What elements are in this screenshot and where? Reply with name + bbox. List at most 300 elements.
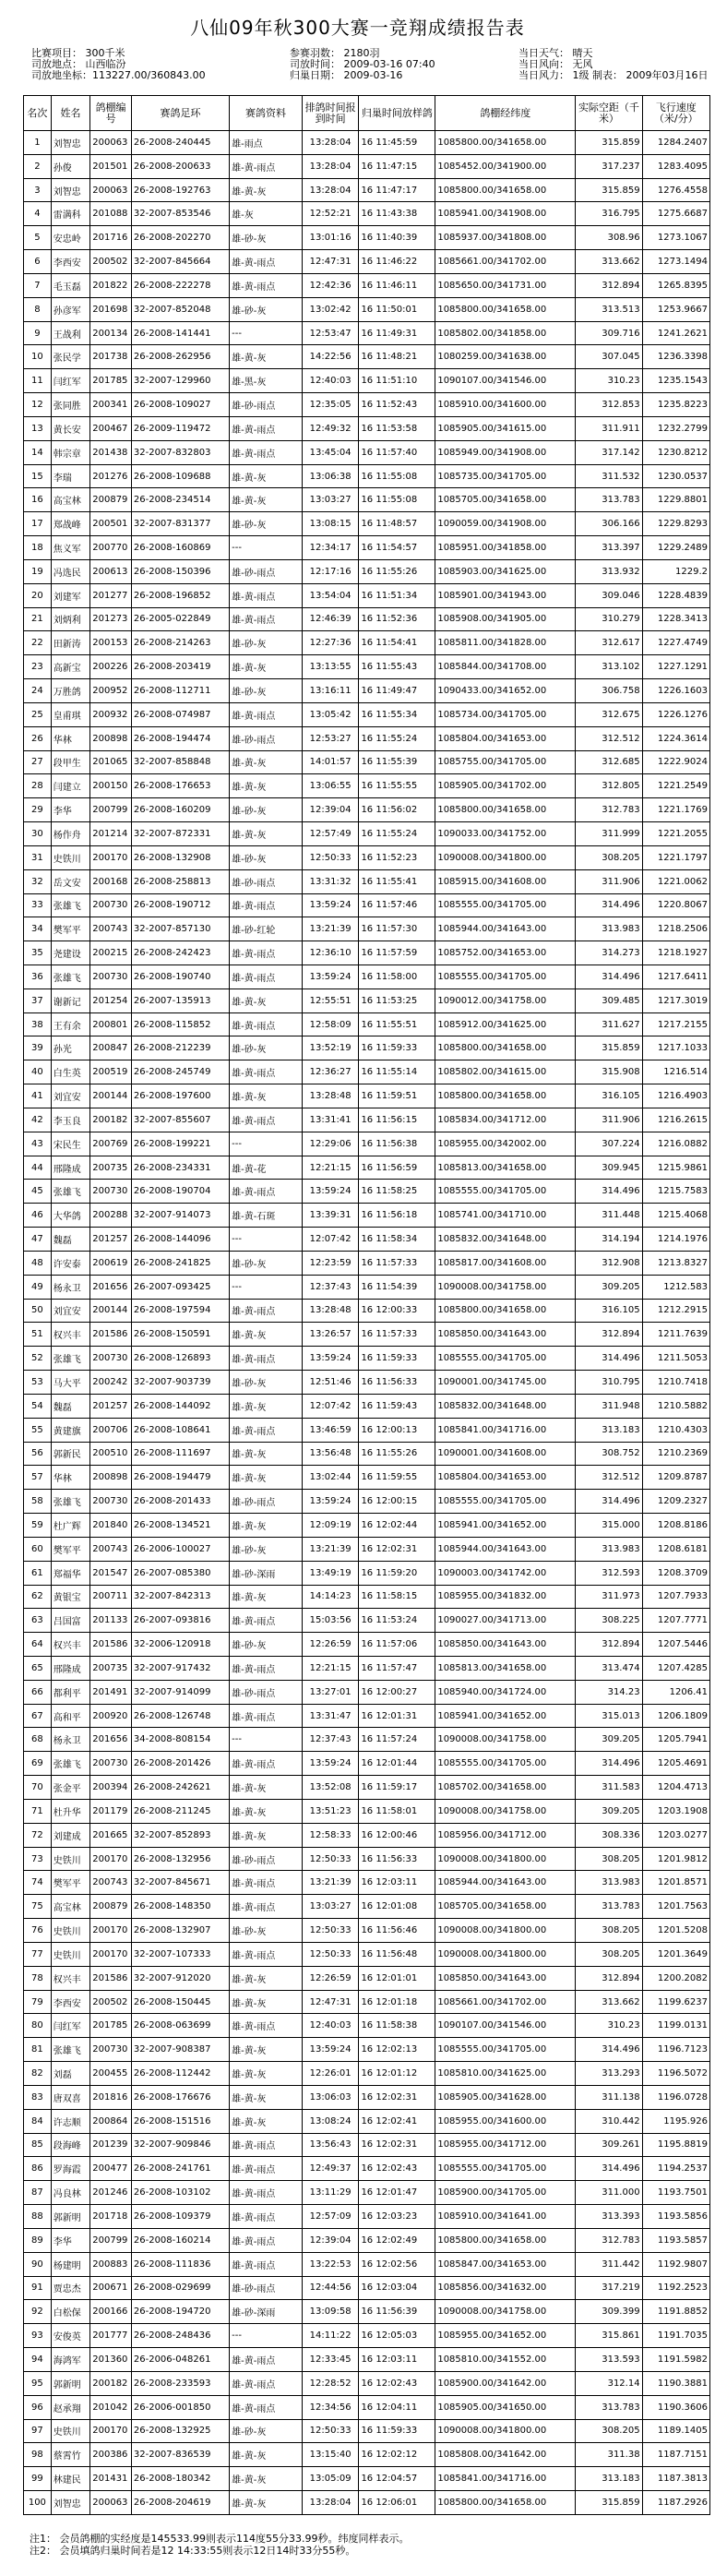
loft-id-cell: 201438 — [90, 440, 132, 464]
distance-cell: 308.205 — [576, 1942, 642, 1966]
column-header: 赛鸽资料 — [230, 96, 303, 131]
name-cell: 段海峰 — [51, 2133, 90, 2157]
pigeon-info-cell: 雄-砂-灰 — [230, 2419, 303, 2443]
pigeon-info-cell: 雄-雨点 — [230, 131, 303, 155]
name-cell: 张金平 — [51, 1776, 90, 1800]
speed-cell: 1209.8787 — [642, 1466, 709, 1490]
speed-cell: 1216.0882 — [642, 1132, 709, 1156]
pigeon-info-cell: 雄-黄-灰 — [230, 1084, 303, 1108]
name-cell: 闫红军 — [51, 2014, 90, 2038]
speed-cell: 1192.2523 — [642, 2276, 709, 2300]
clock-time-cell: 12:51:46 — [302, 1371, 359, 1395]
pigeon-info-cell: 雄-砂-灰 — [230, 1633, 303, 1657]
clock-time-cell: 13:06:38 — [302, 464, 359, 488]
coordinates-cell: 1090001.00/341745.00 — [435, 1371, 576, 1395]
clock-time-cell: 12:52:21 — [302, 202, 359, 226]
table-row — [24, 1371, 710, 1395]
arrival-time-cell: 16 12:02:12 — [359, 2443, 435, 2467]
pigeon-info-cell: 雄-黑-灰 — [230, 369, 303, 393]
ring-number-cell: 26-2008-115852 — [131, 1012, 229, 1036]
loft-id-cell: 200730 — [90, 893, 132, 917]
column-header: 姓名 — [51, 96, 90, 131]
coordinates-cell: 1085555.00/341705.00 — [435, 1490, 576, 1514]
ring-number-cell: 26-2007-135913 — [131, 988, 229, 1012]
distance-cell: 314.194 — [576, 1228, 642, 1252]
rank-cell: 38 — [24, 1012, 52, 1036]
pigeon-info-cell: 雄-砂-深雨 — [230, 1561, 303, 1585]
rank-cell: 50 — [24, 1299, 52, 1323]
clock-time-cell: 12:53:47 — [302, 321, 359, 345]
pigeon-info-cell: 雄-砂-红轮 — [230, 917, 303, 941]
column-header: 飞行速度（米/分） — [642, 96, 709, 131]
race-info-item: 司放时间： 2009-03-16 07:40 — [290, 58, 435, 70]
table-row — [24, 1871, 710, 1895]
table-row — [24, 1537, 710, 1561]
name-cell: 毛玉磊 — [51, 273, 90, 297]
clock-time-cell: 13:59:24 — [302, 965, 359, 988]
name-cell: 刘宜安 — [51, 1299, 90, 1323]
loft-id-cell: 201547 — [90, 1561, 132, 1585]
name-cell: 史铁川 — [51, 1847, 90, 1871]
arrival-time-cell: 16 11:59:20 — [359, 1561, 435, 1585]
coordinates-cell: 1085900.00/341642.00 — [435, 2371, 576, 2395]
rank-cell: 48 — [24, 1251, 52, 1275]
table-row — [24, 822, 710, 846]
ring-number-cell: 26-2008-201433 — [131, 1490, 229, 1514]
speed-cell: 1201.3649 — [642, 1942, 709, 1966]
clock-time-cell: 14:22:56 — [302, 345, 359, 369]
clock-time-cell: 13:03:27 — [302, 1895, 359, 1919]
coordinates-cell: 1085804.00/341653.00 — [435, 1466, 576, 1490]
results-body — [24, 131, 710, 2515]
arrival-time-cell: 16 11:55:24 — [359, 822, 435, 846]
pigeon-info-cell: 雄-黄-雨点 — [230, 1704, 303, 1728]
pigeon-info-cell: 雄-砂-灰 — [230, 798, 303, 822]
ring-number-cell: 26-2008-200633 — [131, 154, 229, 178]
rank-cell: 32 — [24, 869, 52, 893]
rank-cell: 85 — [24, 2133, 52, 2157]
rank-cell: 45 — [24, 1180, 52, 1204]
clock-time-cell: 13:45:04 — [302, 440, 359, 464]
table-row — [24, 2157, 710, 2181]
name-cell: 刘智忠 — [51, 178, 90, 202]
ring-number-cell: 26-2007-085380 — [131, 1561, 229, 1585]
rank-cell: 80 — [24, 2014, 52, 2038]
arrival-time-cell: 16 11:57:33 — [359, 1251, 435, 1275]
distance-cell: 313.983 — [576, 1537, 642, 1561]
loft-id-cell: 200063 — [90, 131, 132, 155]
pigeon-info-cell: 雄-黄-雨点 — [230, 2181, 303, 2205]
distance-cell: 308.205 — [576, 2419, 642, 2443]
pigeon-info-cell: 雄-黄-石斑 — [230, 1204, 303, 1228]
distance-cell: 315.908 — [576, 1060, 642, 1084]
arrival-time-cell: 16 11:56:59 — [359, 1156, 435, 1180]
ring-number-cell: 32-2006-120918 — [131, 1633, 229, 1657]
distance-cell: 308.96 — [576, 226, 642, 250]
loft-id-cell: 200879 — [90, 1895, 132, 1919]
arrival-time-cell: 16 11:55:55 — [359, 774, 435, 798]
arrival-time-cell: 16 11:48:21 — [359, 345, 435, 369]
table-row — [24, 1251, 710, 1275]
loft-id-cell: 200063 — [90, 178, 132, 202]
coordinates-cell: 1090008.00/341800.00 — [435, 1942, 576, 1966]
pigeon-info-cell: 雄-黄-雨点 — [230, 1012, 303, 1036]
distance-cell: 311.442 — [576, 2252, 642, 2276]
coordinates-cell: 1085915.00/341608.00 — [435, 869, 576, 893]
clock-time-cell: 13:59:24 — [302, 893, 359, 917]
clock-time-cell: 12:21:15 — [302, 1657, 359, 1681]
table-row — [24, 131, 710, 155]
clock-time-cell: 13:06:55 — [302, 774, 359, 798]
coordinates-cell: 1085955.00/342002.00 — [435, 1132, 576, 1156]
distance-cell: 307.045 — [576, 345, 642, 369]
loft-id-cell: 201501 — [90, 154, 132, 178]
name-cell: 刘建成 — [51, 1823, 90, 1847]
rank-cell: 33 — [24, 893, 52, 917]
ring-number-cell: 32-2007-914099 — [131, 1680, 229, 1704]
loft-id-cell: 200735 — [90, 1156, 132, 1180]
distance-cell: 315.859 — [576, 178, 642, 202]
coordinates-cell: 1090003.00/341742.00 — [435, 1561, 576, 1585]
table-row — [24, 440, 710, 464]
pigeon-info-cell: 雄-黄-雨点 — [230, 1942, 303, 1966]
clock-time-cell: 13:52:19 — [302, 1036, 359, 1060]
name-cell: 孙彦军 — [51, 297, 90, 321]
table-row — [24, 893, 710, 917]
speed-cell: 1216.2615 — [642, 1108, 709, 1132]
speed-cell: 1196.5072 — [642, 2062, 709, 2086]
speed-cell: 1212.583 — [642, 1275, 709, 1299]
ring-number-cell: 26-2008-063699 — [131, 2014, 229, 2038]
clock-time-cell: 12:36:10 — [302, 941, 359, 965]
speed-cell: 1203.0277 — [642, 1823, 709, 1847]
speed-cell: 1211.5053 — [642, 1347, 709, 1371]
name-cell: 杨永卫 — [51, 1275, 90, 1299]
arrival-time-cell: 16 11:56:02 — [359, 798, 435, 822]
pigeon-info-cell: 雄-黄-灰 — [230, 1776, 303, 1800]
name-cell: 郭新明 — [51, 2371, 90, 2395]
name-cell: 闫建立 — [51, 774, 90, 798]
ring-number-cell: 26-2008-197600 — [131, 1084, 229, 1108]
name-cell: 李玉良 — [51, 1108, 90, 1132]
table-row — [24, 1323, 710, 1347]
distance-cell: 314.496 — [576, 965, 642, 988]
footnote: 注2： 会员填鸽归巢时间若是12 14:33:55则表示12日14时33分55秒。 — [30, 2545, 356, 2557]
rank-cell: 20 — [24, 583, 52, 607]
table-row — [24, 917, 710, 941]
ring-number-cell: 26-2009-119472 — [131, 416, 229, 440]
clock-time-cell: 13:21:39 — [302, 1871, 359, 1895]
name-cell: 张雄飞 — [51, 965, 90, 988]
loft-id-cell: 200932 — [90, 702, 132, 726]
coordinates-cell: 1090008.00/341758.00 — [435, 2300, 576, 2324]
arrival-time-cell: 16 11:58:38 — [359, 2014, 435, 2038]
pigeon-info-cell: 雄-黄-灰 — [230, 488, 303, 512]
clock-time-cell: 12:50:33 — [302, 1942, 359, 1966]
clock-time-cell: 12:23:59 — [302, 1251, 359, 1275]
pigeon-info-cell: 雄-黄-雨点 — [230, 154, 303, 178]
arrival-time-cell: 16 11:57:06 — [359, 1633, 435, 1657]
table-row — [24, 1228, 710, 1252]
arrival-time-cell: 16 11:57:59 — [359, 941, 435, 965]
rank-cell: 13 — [24, 416, 52, 440]
rank-cell: 14 — [24, 440, 52, 464]
rank-cell: 79 — [24, 1990, 52, 2014]
clock-time-cell: 12:44:56 — [302, 2276, 359, 2300]
rank-cell: 62 — [24, 1585, 52, 1609]
coordinates-cell: 1090008.00/341800.00 — [435, 845, 576, 869]
loft-id-cell: 200394 — [90, 1776, 132, 1800]
pigeon-info-cell: 雄-黄-雨点 — [230, 965, 303, 988]
table-row — [24, 464, 710, 488]
pigeon-info-cell: 雄-黄-雨点 — [230, 2014, 303, 2038]
column-header: 赛鸽足环 — [131, 96, 229, 131]
rank-cell: 87 — [24, 2181, 52, 2205]
arrival-time-cell: 16 11:55:26 — [359, 1442, 435, 1466]
name-cell: 史铁川 — [51, 1919, 90, 1943]
distance-cell: 308.205 — [576, 1847, 642, 1871]
rank-cell: 22 — [24, 631, 52, 655]
speed-cell: 1284.2407 — [642, 131, 709, 155]
arrival-time-cell: 16 11:57:47 — [359, 1657, 435, 1681]
table-row — [24, 1752, 710, 1776]
arrival-time-cell: 16 11:58:01 — [359, 1799, 435, 1823]
distance-cell: 312.908 — [576, 1251, 642, 1275]
loft-id-cell: 200743 — [90, 917, 132, 941]
arrival-time-cell: 16 12:02:44 — [359, 1514, 435, 1538]
coordinates-cell: 1085800.00/341658.00 — [435, 2228, 576, 2252]
rank-cell: 4 — [24, 202, 52, 226]
pigeon-info-cell: 雄-黄-雨点 — [230, 416, 303, 440]
rank-cell: 39 — [24, 1036, 52, 1060]
ring-number-cell: 32-2007-857130 — [131, 917, 229, 941]
rank-cell: 15 — [24, 464, 52, 488]
coordinates-cell: 1090008.00/341758.00 — [435, 1728, 576, 1752]
name-cell: 黄银宝 — [51, 1585, 90, 1609]
clock-time-cell: 12:26:59 — [302, 1966, 359, 1990]
distance-cell: 309.485 — [576, 988, 642, 1012]
speed-cell: 1235.1543 — [642, 369, 709, 393]
ring-number-cell: 26-2008-111697 — [131, 1442, 229, 1466]
arrival-time-cell: 16 11:50:01 — [359, 297, 435, 321]
coordinates-cell: 1085905.00/341628.00 — [435, 2085, 576, 2109]
ring-number-cell: 26-2008-240445 — [131, 131, 229, 155]
loft-id-cell: 201840 — [90, 1514, 132, 1538]
arrival-time-cell: 16 11:40:39 — [359, 226, 435, 250]
name-cell: 张雄飞 — [51, 1752, 90, 1776]
loft-id-cell: 200619 — [90, 1251, 132, 1275]
loft-id-cell: 201586 — [90, 1323, 132, 1347]
rank-cell: 84 — [24, 2109, 52, 2133]
arrival-time-cell: 16 11:54:39 — [359, 1275, 435, 1299]
coordinates-cell: 1085944.00/341643.00 — [435, 1871, 576, 1895]
coordinates-cell: 1085955.00/341600.00 — [435, 2109, 576, 2133]
clock-time-cell: 13:54:04 — [302, 583, 359, 607]
arrival-time-cell: 16 12:02:13 — [359, 2038, 435, 2062]
coordinates-cell: 1085800.00/341658.00 — [435, 178, 576, 202]
report-title: 八仙09年秋300大赛一竞翔成绩报告表 — [190, 17, 525, 39]
speed-cell: 1187.3813 — [642, 2467, 709, 2491]
name-cell: 许志顺 — [51, 2109, 90, 2133]
rank-cell: 81 — [24, 2038, 52, 2062]
distance-cell: 309.205 — [576, 1799, 642, 1823]
speed-cell: 1227.1291 — [642, 655, 709, 679]
table-row — [24, 1514, 710, 1538]
arrival-time-cell: 16 11:56:46 — [359, 1919, 435, 1943]
arrival-time-cell: 16 11:49:47 — [359, 679, 435, 703]
loft-id-cell: 200735 — [90, 1657, 132, 1681]
loft-id-cell: 200743 — [90, 1537, 132, 1561]
speed-cell: 1213.8327 — [642, 1251, 709, 1275]
speed-cell: 1199.0131 — [642, 2014, 709, 2038]
ring-number-cell: 26-2008-109027 — [131, 393, 229, 417]
ring-number-cell: 32-2007-853546 — [131, 202, 229, 226]
coordinates-cell: 1090012.00/341758.00 — [435, 988, 576, 1012]
pigeon-info-cell: 雄-黄-灰 — [230, 655, 303, 679]
rank-cell: 25 — [24, 702, 52, 726]
name-cell: 刘建军 — [51, 583, 90, 607]
coordinates-cell: 1085800.00/341658.00 — [435, 2490, 576, 2514]
pigeon-info-cell: 雄-黄-雨点 — [230, 2133, 303, 2157]
race-info-item: 司放地坐标：113227.00/360843.00 — [31, 69, 206, 81]
table-row — [24, 154, 710, 178]
speed-cell: 1226.1603 — [642, 679, 709, 703]
name-cell: 高和平 — [51, 1704, 90, 1728]
ring-number-cell: 26-2008-201426 — [131, 1752, 229, 1776]
speed-cell: 1190.3606 — [642, 2395, 709, 2419]
table-row — [24, 1347, 710, 1371]
table-header-row — [24, 96, 710, 131]
distance-cell: 308.205 — [576, 1919, 642, 1943]
name-cell: 杨永卫 — [51, 1728, 90, 1752]
name-cell: 刘智忠 — [51, 131, 90, 155]
column-header: 实际空距（千米） — [576, 96, 642, 131]
loft-id-cell: 200711 — [90, 1585, 132, 1609]
speed-cell: 1196.0728 — [642, 2085, 709, 2109]
loft-id-cell: 200242 — [90, 1371, 132, 1395]
loft-id-cell: 201042 — [90, 2395, 132, 2419]
rank-cell: 93 — [24, 2324, 52, 2348]
footnotes — [30, 2533, 409, 2557]
clock-time-cell: 14:01:57 — [302, 750, 359, 774]
ring-number-cell: 26-2008-222278 — [131, 273, 229, 297]
pigeon-info-cell: --- — [230, 1228, 303, 1252]
distance-cell: 311.38 — [576, 2443, 642, 2467]
speed-cell: 1191.5982 — [642, 2348, 709, 2372]
name-cell: 李瑞 — [51, 464, 90, 488]
table-row — [24, 750, 710, 774]
ring-number-cell: 32-2007-842313 — [131, 1585, 229, 1609]
loft-id-cell: 200170 — [90, 845, 132, 869]
table-row — [24, 965, 710, 988]
name-cell: 闫红军 — [51, 369, 90, 393]
arrival-time-cell: 16 11:52:36 — [359, 607, 435, 631]
pigeon-info-cell: 雄-砂-灰 — [230, 1919, 303, 1943]
pigeon-info-cell: 雄-黄-灰 — [230, 1514, 303, 1538]
pigeon-info-cell: 雄-黄-灰 — [230, 822, 303, 846]
ring-number-cell: 26-2008-126893 — [131, 1347, 229, 1371]
speed-cell: 1209.2327 — [642, 1490, 709, 1514]
ring-number-cell: 26-2008-103102 — [131, 2181, 229, 2205]
coordinates-cell: 1085905.00/341615.00 — [435, 416, 576, 440]
loft-id-cell: 200144 — [90, 1084, 132, 1108]
distance-cell: 311.448 — [576, 1204, 642, 1228]
distance-cell: 315.859 — [576, 2490, 642, 2514]
rank-cell: 35 — [24, 941, 52, 965]
arrival-time-cell: 16 12:02:31 — [359, 1537, 435, 1561]
ring-number-cell: 26-2008-211245 — [131, 1799, 229, 1823]
coordinates-cell: 1085661.00/341702.00 — [435, 250, 576, 274]
distance-cell: 311.906 — [576, 869, 642, 893]
distance-cell: 312.853 — [576, 393, 642, 417]
arrival-time-cell: 16 11:56:33 — [359, 1371, 435, 1395]
pigeon-info-cell: 雄-黄-雨点 — [230, 1060, 303, 1084]
rank-cell: 73 — [24, 1847, 52, 1871]
arrival-time-cell: 16 11:59:51 — [359, 1084, 435, 1108]
table-row — [24, 2371, 710, 2395]
table-row — [24, 1012, 710, 1036]
distance-cell: 312.617 — [576, 631, 642, 655]
name-cell: 张民学 — [51, 345, 90, 369]
pigeon-info-cell: 雄-黄-灰 — [230, 1966, 303, 1990]
rank-cell: 16 — [24, 488, 52, 512]
coordinates-cell: 1085941.00/341908.00 — [435, 202, 576, 226]
coordinates-cell: 1085905.00/341702.00 — [435, 774, 576, 798]
race-info-item: 当日风向： 无风 — [518, 58, 593, 70]
ring-number-cell: 26-2008-233593 — [131, 2371, 229, 2395]
table-row — [24, 1180, 710, 1204]
name-cell: 许安泰 — [51, 1251, 90, 1275]
clock-time-cell: 13:31:32 — [302, 869, 359, 893]
speed-cell: 1230.0537 — [642, 464, 709, 488]
loft-id-cell: 200166 — [90, 2300, 132, 2324]
ring-number-cell: 32-2007-872331 — [131, 822, 229, 846]
rank-cell: 6 — [24, 250, 52, 274]
pigeon-info-cell: 雄-黄-雨点 — [230, 2228, 303, 2252]
table-row — [24, 1609, 710, 1633]
arrival-time-cell: 16 11:55:08 — [359, 488, 435, 512]
distance-cell: 311.999 — [576, 822, 642, 846]
coordinates-cell: 1085832.00/341648.00 — [435, 1394, 576, 1418]
clock-time-cell: 13:28:04 — [302, 154, 359, 178]
loft-id-cell: 201718 — [90, 2205, 132, 2229]
table-row — [24, 1490, 710, 1514]
ring-number-cell: 26-2008-190704 — [131, 1180, 229, 1204]
arrival-time-cell: 16 11:45:59 — [359, 131, 435, 155]
speed-cell: 1207.7933 — [642, 1585, 709, 1609]
ring-number-cell: 26-2008-212239 — [131, 1036, 229, 1060]
pigeon-info-cell: 雄-砂-灰 — [230, 297, 303, 321]
coordinates-cell: 1085555.00/341705.00 — [435, 2157, 576, 2181]
pigeon-info-cell: 雄-黄-灰 — [230, 1323, 303, 1347]
speed-cell: 1210.4303 — [642, 1418, 709, 1442]
loft-id-cell: 200170 — [90, 2419, 132, 2443]
arrival-time-cell: 16 11:57:33 — [359, 1323, 435, 1347]
arrival-time-cell: 16 11:58:15 — [359, 1585, 435, 1609]
arrival-time-cell: 16 11:57:40 — [359, 440, 435, 464]
rank-cell: 26 — [24, 726, 52, 750]
clock-time-cell: 13:21:39 — [302, 917, 359, 941]
distance-cell: 314.273 — [576, 941, 642, 965]
arrival-time-cell: 16 11:46:22 — [359, 250, 435, 274]
table-row — [24, 1394, 710, 1418]
pigeon-info-cell: 雄-黄-雨点 — [230, 1657, 303, 1681]
coordinates-cell: 1085949.00/341908.00 — [435, 440, 576, 464]
rank-cell: 54 — [24, 1394, 52, 1418]
ring-number-cell: 26-2008-180342 — [131, 2467, 229, 2491]
ring-number-cell: 26-2008-132908 — [131, 845, 229, 869]
speed-cell: 1195.8819 — [642, 2133, 709, 2157]
